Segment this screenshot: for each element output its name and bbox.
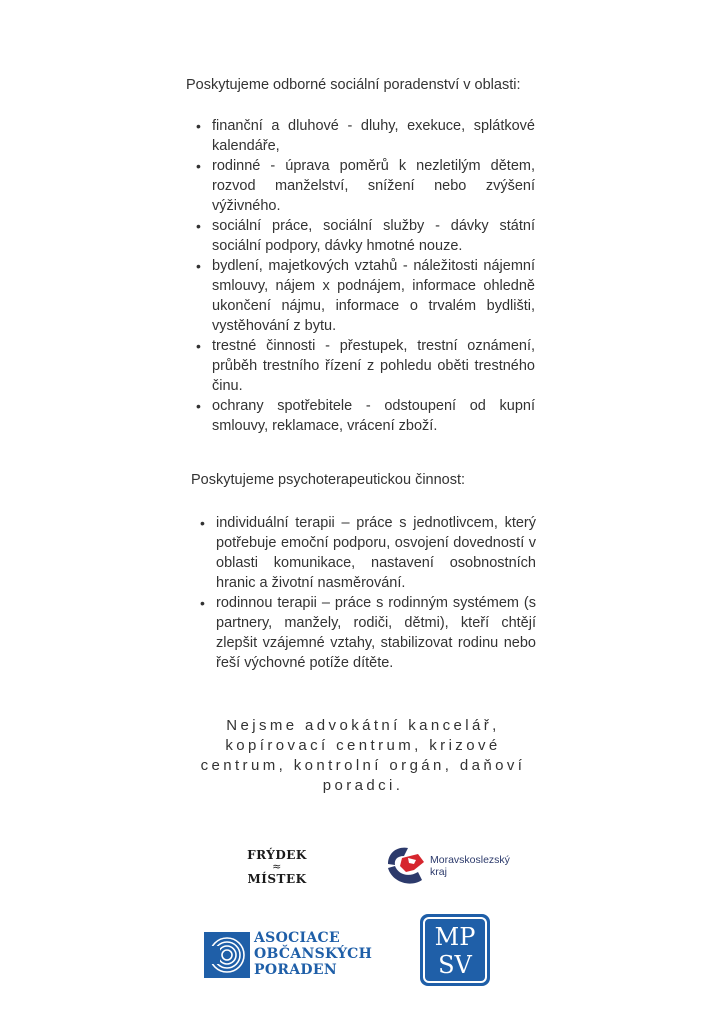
mpsv-logo — [419, 913, 491, 987]
logo-text: Moravskoslezský — [430, 854, 510, 866]
list-item: • trestné činnosti - přestupek, trestní oznámení, průběh trestního řízení z pohledu oběti trestného činu. — [196, 336, 535, 396]
list-item: • ochrany spotřebitele - odstoupení od kupní smlouvy, reklamace, vrácení zboží. — [196, 396, 535, 436]
section1-list — [196, 116, 535, 436]
list-item: • sociální práce, sociální služby - dávky státní sociální podpory, dávky hmotné nouze. — [196, 216, 535, 256]
logo-text: ASOCIACE — [254, 930, 340, 946]
list-item: • rodinnou terapii – práce s rodinným systémem (s partnery, manžely, rodiči, dětmi), kteří chtějí zlepšit vzájemné vztahy, stabilizovat rodinu nebo řeší výchovné potíže dítěte. — [200, 593, 536, 673]
logo-text: MÍSTEK — [247, 872, 307, 886]
list-item: • finanční a dluhové - dluhy, exekuce, splátkové kalendáře, — [196, 116, 535, 156]
section1-heading: Poskytujeme odborné sociální poradenství v oblasti: — [186, 77, 521, 93]
logo-text: kraj — [430, 866, 447, 878]
list-item: • individuální terapii – práce s jednotlivcem, který potřebuje emoční podporu, osvojení dovedností v oblasti komunikace, nastavení osobnostních hranic a životní nasměrování. — [200, 513, 536, 593]
aop-label — [254, 930, 372, 978]
asociace-obcanskych-poraden-logo — [204, 930, 374, 980]
list-item: • rodinné - úprava poměrů k nezletilým dětem, rozvod manželství, snížení nebo zvýšení výživného. — [196, 156, 535, 216]
logo-symbol: ≈ — [272, 860, 282, 873]
logo-text: OBČANSKÝCH — [254, 946, 373, 962]
moravskoslezsky-kraj-logo — [384, 842, 524, 886]
list-item: • bydlení, majetkových vztahů - náležitosti nájemní smlouvy, nájem x podnájem, informace ohledně ukončení nájmu, informace o trvalém bydlišti, vystěhování z bytu. — [196, 256, 535, 336]
section2-heading: Poskytujeme psychoterapeutickou činnost: — [191, 472, 466, 488]
mpsv-text-bottom: SV — [438, 951, 472, 979]
msk-emblem-icon — [384, 842, 428, 886]
aop-emblem-icon — [204, 932, 250, 978]
section2-list — [200, 513, 536, 673]
mpsv-text-top: MP — [434, 923, 476, 951]
disclaimer-text: Nejsme advokátní kancelář, kopírovací centrum, krizové centrum, kontrolní orgán, daňoví poradci. — [200, 717, 526, 794]
mpsv-emblem-icon — [419, 913, 491, 987]
frydek-mistek-logo — [232, 848, 322, 886]
msk-label — [430, 854, 510, 878]
logo-text: PORADEN — [254, 962, 337, 978]
logo-text: FRÝDEK — [247, 848, 307, 862]
